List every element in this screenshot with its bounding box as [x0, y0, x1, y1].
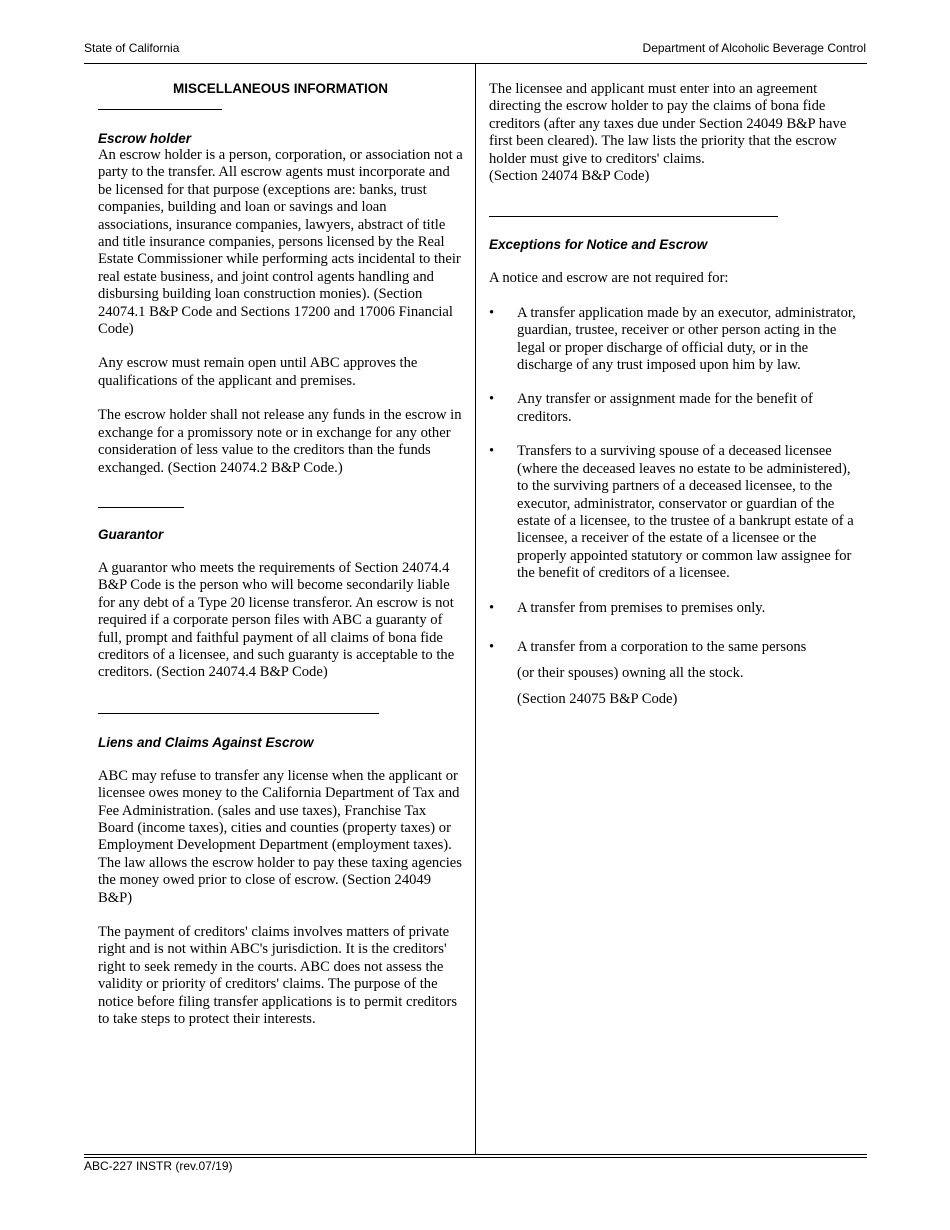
list-item-reference: (Section 24075 B&P Code) [517, 690, 678, 707]
page-title: MISCELLANEOUS INFORMATION [173, 81, 388, 96]
list-item-text: (or their spouses) owning all the stock. [517, 664, 744, 681]
bullet-icon: • [489, 638, 495, 655]
list-item-text: Transfers to a surviving spouse of a deceased licensee (where the deceased leaves no estate to be administered), to the surviving partners of a deceased licensee, to the executor, administrator, conservator or guardian of the estate of a licensee, to the trustee of a bankrupt estate of a licensee, a receiver of the estate of a licensee or the properly appointed statutory or common law assignee for the benefit of creditors of a licensee. [517, 443, 854, 582]
list-item-text: A transfer application made by an executor, administrator, guardian, trustee, receiver or other person acting in the legal or proper discharge of official duty, or in the discharge of any trust imposed upon him by law. [517, 304, 856, 374]
list-item-text: A transfer from a corporation to the same persons [517, 638, 807, 655]
guarantor-paragraph: A guarantor who meets the requirements of Section 24074.4 B&P Code is the person who will become secondarily liable for any debt of a Type 20 license transferor. An escrow is not required if a corporate person files with ABC a guaranty of full, prompt and faithful payment of all claims of bona fide creditors of a licensee, and such guaranty is acceptable to the creditors. (Section 24074.4 B&P Code) [98, 559, 455, 681]
header-state: State of California [84, 41, 180, 55]
escrow-holder-paragraph-3: The escrow holder shall not release any funds in the escrow in exchange for a promissory note or in exchange for any other consideration of less value to the creditors than the funds exchanged. (Section 24074.2 B&P Code.) [98, 407, 462, 476]
list-item-text: Any transfer or assignment made for the benefit of creditors. [517, 391, 813, 425]
bullet-icon: • [489, 304, 495, 321]
list-item [489, 600, 859, 617]
header-department: Department of Alcoholic Beverage Control [642, 41, 866, 55]
escrow-holder-paragraph-2: Any escrow must remain open until ABC approves the qualifications of the applicant and premises. [98, 355, 418, 389]
list-item [489, 634, 859, 712]
list-item [489, 391, 859, 426]
list-item-text: A transfer from premises to premises only. [517, 599, 766, 616]
column-divider [475, 63, 476, 1155]
heading-exceptions: Exceptions for Notice and Escrow [489, 237, 708, 253]
list-item [489, 443, 859, 582]
bullet-icon: • [489, 443, 495, 460]
escrow-holder-paragraph-1: An escrow holder is a person, corporation, or association not a party to the transfer. All escrow agents must incorporate and be licensed for that purpose (exceptions are: banks, trust companies, building and loan or savings and loan associations, insurance companies, lawyers, abstract of title and title insurance companies, persons licensed by the Real Estate Commissioner while performing acts incidental to their real estate business, and joint control agents handling and disbursing building loan construction monies). (Section 24074.1 B&P Code and Sections 17200 and 17006 Financial Code) [98, 147, 463, 338]
heading-liens-claims: Liens and Claims Against Escrow [98, 734, 314, 750]
form-number: ABC-227 INSTR (rev.07/19) [84, 1159, 233, 1173]
agreement-reference: (Section 24074 B&P Code) [489, 168, 650, 185]
bullet-icon: • [489, 599, 495, 616]
liens-paragraph-2: The payment of creditors' claims involves matters of private right and is not within ABC's jurisdiction. It is the creditors' right to seek remedy in the courts. ABC does not assess the validity or priority of creditors' claims. The purpose of the notice before filing transfer applications is to permit creditors to take steps to protect their interests. [98, 924, 458, 1028]
exceptions-list [489, 305, 859, 712]
agreement-paragraph: The licensee and applicant must enter into an agreement directing the escrow holder to pay the claims of bona fide creditors (after any taxes due under Section 24049 B&P have first been cleared). The law lists the priority that the escrow holder must give to creditors' claims. [489, 81, 847, 167]
bullet-icon: • [489, 391, 495, 408]
heading-guarantor: Guarantor [98, 526, 164, 542]
list-item [489, 305, 859, 375]
left-column [98, 80, 463, 1028]
right-column [489, 81, 859, 712]
liens-paragraph-1: ABC may refuse to transfer any license when the applicant or licensee owes money to the California Department of Tax and Fee Administration. (sales and use taxes), Franchise Tax Board (income taxes), cities and counties (property taxes) or Employment Development Department (employment taxes). The law allows the escrow holder to pay these taxing agencies the money owed prior to close of escrow. (Section 24049 B&P) [98, 767, 462, 906]
exceptions-lead: A notice and escrow are not required for: [489, 270, 729, 287]
footer-rule [84, 1154, 867, 1155]
footer-rule-double [84, 1157, 867, 1158]
heading-escrow-holder: Escrow holder [98, 131, 192, 146]
